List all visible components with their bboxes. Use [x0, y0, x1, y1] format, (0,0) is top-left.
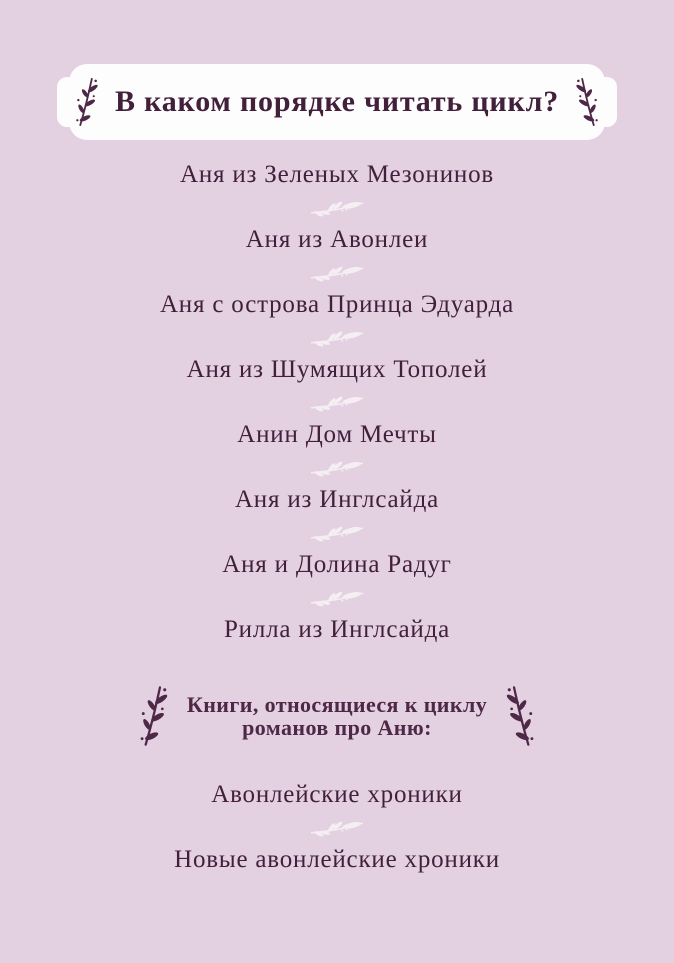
book-title: Аня из Шумящих Тополей — [186, 356, 488, 383]
leaf-sprig-icon — [309, 517, 365, 547]
book-title: Аня из Зеленых Мезонинов — [180, 161, 494, 188]
branch-ornament-icon — [139, 685, 169, 747]
leaf-sprig-icon — [309, 322, 365, 352]
branch-ornament-icon — [75, 77, 99, 127]
related-book-list — [0, 777, 674, 877]
leaf-sprig-icon — [309, 387, 365, 417]
book-title: Аня и Долина Радуг — [222, 551, 452, 578]
heading-line: романов про Аню: — [242, 715, 432, 740]
book-title: Рилла из Инглсайда — [223, 616, 451, 643]
page-title: В каком порядке читать цикл? — [114, 85, 560, 118]
book-title: Аня из Инглсайда — [234, 486, 440, 513]
book-list — [0, 157, 674, 647]
branch-ornament-icon — [575, 77, 599, 127]
heading-line: Книги, относящиеся к циклу — [186, 692, 488, 717]
book-title: Аня из Авонлеи — [245, 226, 429, 253]
leaf-sprig-icon — [309, 582, 365, 612]
leaf-sprig-icon — [309, 812, 365, 842]
infographic-page — [0, 64, 674, 963]
book-title: Авонлейские хроники — [211, 781, 463, 808]
title-banner — [57, 64, 617, 140]
book-title: Анин Дом Мечты — [237, 421, 437, 448]
book-title: Аня с острова Принца Эдуарда — [159, 291, 515, 318]
leaf-sprig-icon — [309, 452, 365, 482]
book-title: Новые авонлейские хроники — [174, 846, 500, 873]
leaf-sprig-icon — [309, 257, 365, 287]
banner-content — [57, 64, 617, 140]
branch-ornament-icon — [505, 685, 535, 747]
related-heading-text — [187, 693, 487, 739]
leaf-sprig-icon — [309, 192, 365, 222]
related-books-heading — [0, 685, 674, 747]
